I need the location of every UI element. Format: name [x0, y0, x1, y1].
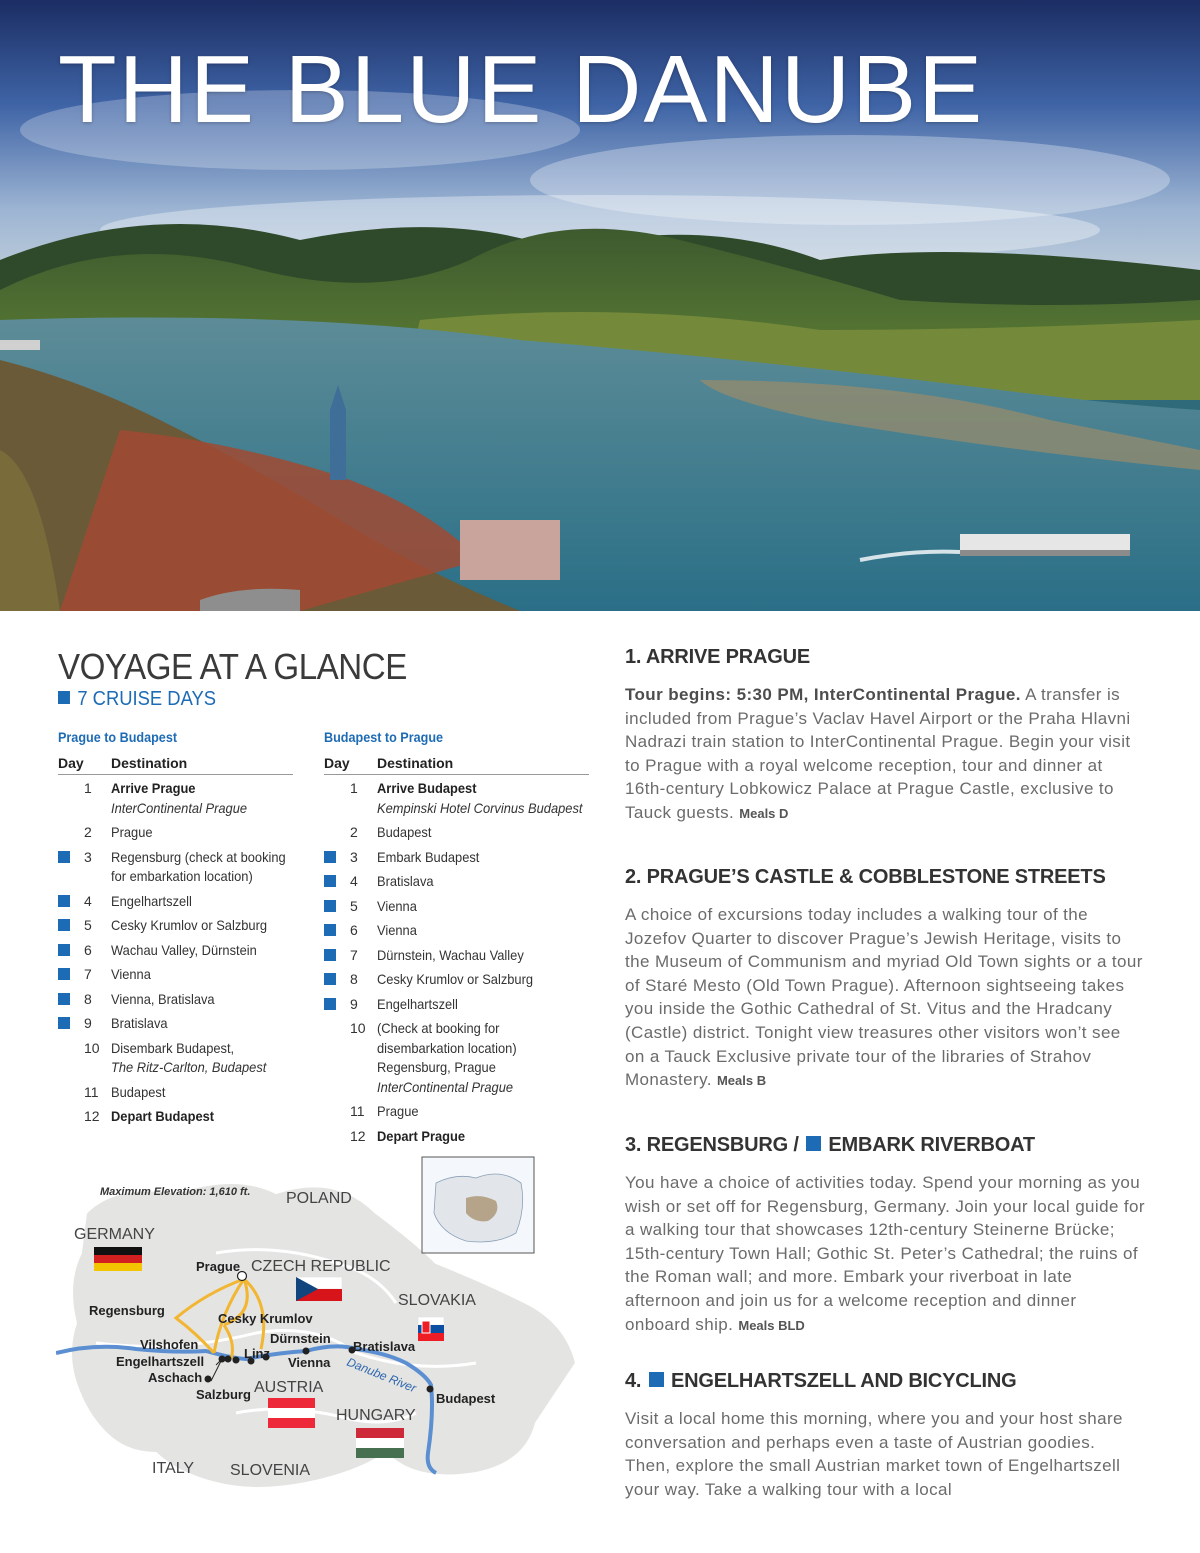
- day-number: 6: [350, 922, 358, 938]
- route-map: [56, 1153, 596, 1533]
- cruise-day-marker: [324, 998, 336, 1010]
- destination-line: (Check at booking for: [377, 1020, 500, 1036]
- day-2-body: A choice of excursions today includes a walking tour of the Jozefov Quarter to discover Prague’s Jewish Heritage, visits to the Museum of Communism and myriad Old Town sights or a tour of Staré Mesto (Old Town Prague). Afternoon sightseeing takes you inside the Gothic Cathedral of St. Vitus and the Hradcany (Castle) district. Tonight view treasures other visitors won’t see on a Tauck Exclusive private tour of the libraries of Strahov Monastery.: [625, 905, 1143, 1090]
- day-number: 8: [350, 971, 358, 987]
- destination: [377, 995, 458, 1015]
- destination: [111, 1083, 165, 1103]
- col-destination: Destination: [111, 755, 188, 771]
- table-row: [324, 946, 589, 966]
- table-row: [58, 916, 293, 936]
- city-label-cesky-krumlov: Cesky Krumlov: [218, 1311, 313, 1326]
- destination: [377, 779, 582, 818]
- day-3-title-b: EMBARK RIVERBOAT: [828, 1134, 1035, 1156]
- destination-line: disembarkation location): [377, 1039, 517, 1056]
- table-row: [58, 892, 293, 912]
- day-number: 9: [350, 995, 358, 1012]
- hero-photo: [0, 0, 1200, 611]
- itinerary-rows: [324, 779, 589, 1146]
- cruise-day-marker: [324, 900, 336, 912]
- destination: [111, 990, 215, 1010]
- day-number: 2: [350, 824, 358, 840]
- destination: [111, 916, 267, 936]
- cruise-day-marker: [806, 1136, 821, 1151]
- river-label: Danube River: [344, 1354, 419, 1396]
- table-row: [324, 1127, 589, 1147]
- destination: [111, 1039, 266, 1078]
- table-row: [324, 995, 589, 1015]
- itinerary-rows: [58, 779, 293, 1127]
- route-title: Prague to Budapest: [58, 729, 178, 745]
- day-3-title-a: 3. REGENSBURG /: [625, 1134, 805, 1156]
- destination-hotel: InterContinental Prague: [377, 1078, 514, 1095]
- cruise-day-marker: [324, 949, 336, 961]
- day-2-title: 2. PRAGUE’S CASTLE & COBBLESTONE STREETS: [625, 866, 1106, 888]
- destination: [377, 897, 417, 917]
- col-day: Day: [58, 755, 84, 771]
- day-1-title: 1. ARRIVE PRAGUE: [625, 646, 810, 668]
- table-row: [58, 941, 293, 961]
- destination: [377, 946, 524, 966]
- country-label-czech: CZECH REPUBLIC: [251, 1258, 391, 1275]
- germany-flag-icon: [94, 1247, 142, 1271]
- country-label-poland: POLAND: [286, 1190, 352, 1207]
- destination-line: Disembark Budapest,: [111, 1039, 235, 1056]
- austria-flag-icon: [268, 1398, 315, 1428]
- destination-line: Bratislava: [377, 873, 434, 889]
- day-1-section: [625, 646, 1145, 826]
- table-row: [324, 921, 589, 941]
- city-label-linz: Linz: [244, 1346, 270, 1361]
- table-row: [324, 970, 589, 990]
- destination-line: Vienna, Bratislava: [111, 990, 215, 1007]
- table-header: [58, 754, 293, 775]
- country-label-hungary: HUNGARY: [336, 1407, 416, 1424]
- destination: [111, 779, 247, 818]
- itinerary-budapest-to-prague: [324, 728, 589, 1151]
- destination-line: Dürnstein, Wachau Valley: [377, 946, 524, 963]
- destination-line: Vienna: [377, 922, 417, 938]
- destination-line: Regensburg, Prague: [377, 1059, 496, 1075]
- country-label-slovenia: SLOVENIA: [230, 1462, 311, 1479]
- day-number: 4: [84, 892, 92, 909]
- destination: [377, 970, 533, 990]
- table-row: [324, 897, 589, 917]
- day-4-title-a: 4.: [625, 1370, 647, 1392]
- day-number: 5: [350, 897, 358, 914]
- destination: [377, 1127, 465, 1147]
- day-number: 11: [350, 1103, 365, 1119]
- destination-line: Vienna: [377, 897, 417, 914]
- cruise-day-marker: [58, 851, 70, 863]
- destination-bold: Depart Prague: [377, 1127, 466, 1144]
- city-label-aschach: Aschach: [148, 1370, 203, 1385]
- cruise-day-marker: [324, 973, 336, 985]
- day-4-text: [625, 1407, 1145, 1501]
- day-2-text: [625, 903, 1145, 1093]
- table-row: [58, 1014, 293, 1034]
- city-label-durnstein: Dürnstein: [270, 1331, 331, 1346]
- destination-hotel: InterContinental Prague: [111, 799, 248, 816]
- destination-bold: Depart Budapest: [111, 1108, 215, 1124]
- destination-line: Vienna: [111, 966, 151, 982]
- route-title: Budapest to Prague: [324, 729, 444, 745]
- day-number: 4: [350, 873, 358, 889]
- day-number: 11: [84, 1083, 99, 1100]
- city-label-engelhartszell: Engelhartszell: [116, 1354, 205, 1369]
- day-1-meals: Meals D: [739, 805, 789, 821]
- day-number: 12: [84, 1108, 100, 1124]
- day-number: 6: [84, 941, 92, 958]
- destination-bold: Arrive Prague: [111, 780, 196, 796]
- slovakia-flag-icon: [418, 1317, 444, 1341]
- destination-bold: Arrive Budapest: [377, 780, 477, 796]
- destination-line: Wachau Valley, Dürnstein: [111, 941, 257, 958]
- glance-subtitle: [58, 688, 216, 711]
- day-4-section: [625, 1370, 1145, 1501]
- destination-line: Engelhartszell: [111, 892, 192, 909]
- destination-line: Embark Budapest: [377, 848, 480, 865]
- day-number: 3: [350, 848, 358, 865]
- city-label-bratislava: Bratislava: [353, 1339, 416, 1354]
- cruise-day-marker: [58, 919, 70, 931]
- city-label-vienna: Vienna: [288, 1355, 331, 1370]
- city-label-budapest: Budapest: [436, 1391, 496, 1406]
- destination: [111, 892, 192, 912]
- city-label-regensburg: Regensburg: [89, 1303, 165, 1318]
- day-number: 9: [84, 1015, 92, 1031]
- destination: [377, 823, 431, 843]
- country-label-austria: AUSTRIA: [254, 1379, 324, 1396]
- destination-hotel: Kempinski Hotel Corvinus Budapest: [377, 799, 583, 816]
- day-1-body: A transfer is included from Prague’s Vaclav Havel Airport or the Praha Hlavni Nadrazi train station to InterContinental Prague. Begin your visit to Prague with a royal welcome reception, tour and dinner at 16th-century Lobkowicz Palace at Prague Castle, exclusive to Tauck guests.: [625, 685, 1131, 822]
- day-number: 7: [84, 966, 92, 982]
- destination-line: Budapest: [111, 1083, 166, 1100]
- day-4-title: [625, 1370, 1145, 1393]
- col-day: Day: [324, 755, 350, 771]
- day-number: 8: [84, 990, 92, 1007]
- destination: [377, 1019, 517, 1097]
- table-row: [324, 872, 589, 892]
- cruise-days-label: 7 CRUISE DAYS: [77, 688, 217, 710]
- destination-line: Cesky Krumlov or Salzburg: [111, 917, 268, 933]
- city-label-salzburg: Salzburg: [196, 1387, 251, 1402]
- table-row: [58, 1107, 293, 1127]
- elevation-note: Maximum Elevation: 1,610 ft.: [100, 1186, 251, 1198]
- day-number: 1: [84, 780, 92, 796]
- cruise-day-marker: [58, 1017, 70, 1029]
- cruise-day-marker: [324, 851, 336, 863]
- day-number: 1: [350, 780, 358, 796]
- day-number: 7: [350, 946, 358, 963]
- table-row: [324, 779, 589, 818]
- destination: [111, 941, 257, 961]
- cruise-day-marker: [58, 993, 70, 1005]
- page-title: THE BLUE DANUBE: [58, 36, 985, 143]
- table-row: [58, 1083, 293, 1103]
- destination: [111, 1014, 168, 1034]
- glance-title: VOYAGE AT A GLANCE: [58, 646, 407, 687]
- cruise-day-marker: [58, 968, 70, 980]
- cruise-day-marker: [324, 875, 336, 887]
- destination: [111, 965, 151, 985]
- destination-line: Budapest: [377, 824, 432, 840]
- hungary-flag-icon: [356, 1428, 404, 1458]
- table-row: [58, 1039, 293, 1078]
- itinerary-prague-to-budapest: [58, 728, 293, 1132]
- table-row: [58, 965, 293, 985]
- destination-line: Cesky Krumlov or Salzburg: [377, 971, 534, 987]
- day-number: 2: [84, 824, 92, 840]
- table-row: [324, 823, 589, 843]
- day-number: 10: [350, 1020, 366, 1036]
- destination: [377, 848, 479, 868]
- table-row: [58, 848, 293, 887]
- cruise-day-marker: [58, 895, 70, 907]
- day-3-section: [625, 1134, 1145, 1337]
- day-1-text: [625, 683, 1145, 826]
- destination-line: for embarkation location): [111, 868, 253, 884]
- day-3-meals: Meals BLD: [738, 1317, 805, 1333]
- destination: [111, 848, 286, 887]
- destination-line: Bratislava: [111, 1015, 168, 1031]
- day-number: 12: [350, 1127, 366, 1144]
- day-3-body: You have a choice of activities today. Spend your morning as you wish or set off for Regensburg, Germany. Join your local guide for a walking tour that showcases 12th-century Steinerne Brücke; 15th-century Town Hall; Gothic St. Peter’s Cathedral; the ruins of the Roman wall; and more. Embark your riverboat in late afternoon and join us for a welcome reception and dinner onboard ship.: [625, 1173, 1145, 1334]
- table-row: [324, 1019, 589, 1097]
- cruise-day-marker: [649, 1372, 664, 1387]
- destination: [377, 1102, 419, 1122]
- table-row: [324, 848, 589, 868]
- czech-flag-icon: [296, 1277, 342, 1301]
- table-header: [324, 754, 589, 775]
- country-label-slovakia: SLOVAKIA: [398, 1292, 476, 1309]
- day-4-body: Visit a local home this morning, where you and your host share conversation and perhaps even a taste of Austrian goodies. Then, explore the small Austrian market town of Engelhartszell your way. Take a walking tour with a local: [625, 1409, 1123, 1499]
- day-4-title-b: ENGELHARTSZELL AND BICYCLING: [671, 1370, 1017, 1392]
- day-3-title: [625, 1134, 1145, 1157]
- table-row: [58, 990, 293, 1010]
- destination-line: Prague: [111, 824, 153, 840]
- table-row: [58, 823, 293, 843]
- day-2-section: [625, 866, 1145, 1093]
- cruise-day-marker: [324, 924, 336, 936]
- destination-line: Regensburg (check at booking: [111, 848, 286, 865]
- day-number: 3: [84, 848, 92, 865]
- day-number: 10: [84, 1039, 100, 1056]
- day-number: 5: [84, 917, 92, 933]
- destination: [111, 1107, 214, 1127]
- destination: [377, 921, 417, 941]
- city-label-vilshofen: Vilshofen: [140, 1337, 199, 1352]
- destination: [377, 872, 434, 892]
- country-label-germany: GERMANY: [74, 1226, 155, 1243]
- col-destination: Destination: [377, 755, 454, 771]
- destination: [111, 823, 153, 843]
- cruise-day-marker: [58, 691, 70, 704]
- destination-line: Prague: [377, 1103, 419, 1119]
- table-row: [324, 1102, 589, 1122]
- country-label-italy: ITALY: [152, 1460, 195, 1477]
- destination-line: Engelhartszell: [377, 995, 458, 1012]
- day-2-meals: Meals B: [716, 1073, 767, 1089]
- table-row: [58, 779, 293, 818]
- city-label-prague: Prague: [196, 1259, 241, 1274]
- destination-hotel: The Ritz-Carlton, Budapest: [111, 1059, 267, 1075]
- cruise-day-marker: [58, 944, 70, 956]
- day-3-text: [625, 1171, 1145, 1337]
- day-1-lead: Tour begins: 5:30 PM, InterContinental Prague.: [625, 685, 1021, 704]
